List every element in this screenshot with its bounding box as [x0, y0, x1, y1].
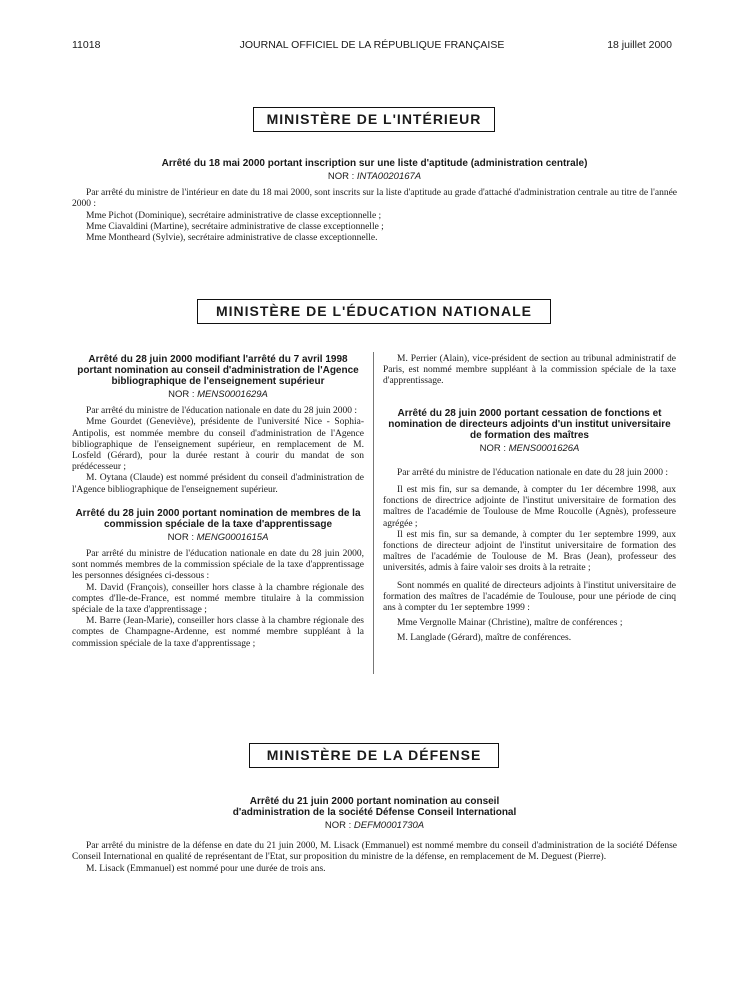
nor-label: NOR : — [479, 442, 506, 454]
ministry-heading-interieur: MINISTÈRE DE L'INTÉRIEUR — [253, 107, 495, 132]
arrete-interieur — [72, 158, 677, 244]
list-item: M. Langlade (Gérard), maître de conférences. — [397, 633, 572, 644]
nor-reference — [72, 532, 364, 543]
issue-date: 18 juillet 2000 — [607, 39, 672, 51]
nor-code: MENS0001629A — [197, 389, 268, 400]
paragraph: Sont nommés en qualité de directeurs adjoints à l'institut universitaire de formation des maîtres de l'académie de Toulouse, pour une période de cinq ans à compter du 1er septembre 1999 : — [383, 580, 676, 614]
nor-reference — [72, 389, 364, 400]
arrete-title: Arrêté du 28 juin 2000 portant nomination de membres de la commission spéciale de la taxe d'apprentissage — [75, 507, 361, 530]
nor-reference — [383, 443, 676, 454]
education-right-column — [383, 354, 676, 645]
paragraph: Par arrêté du ministre de l'éducation nationale en date du 28 juin 2000, sont nommés membres de la commission spéciale de la taxe d'apprentissage les personnes désignées ci-dessous : — [72, 549, 364, 582]
list-item: Mme Pichot (Dominique), secrétaire administrative de classe exceptionnelle ; — [86, 210, 382, 221]
column-divider — [373, 352, 374, 674]
paragraph: M. Oytana (Claude) est nommé président du conseil d'administration de l'Agence bibliographique de l'enseignement supérieur. — [72, 473, 364, 495]
nor-label: NOR : — [324, 820, 352, 831]
paragraph: Par arrêté du ministre de l'éducation nationale en date du 28 juin 2000 : — [86, 406, 358, 417]
arrete-title: Arrêté du 18 mai 2000 portant inscription sur une liste d'aptitude (administration centrale) — [161, 158, 588, 169]
paragraph: M. Lisack (Emmanuel) est nommé pour une durée de trois ans. — [86, 863, 326, 874]
nor-reference — [72, 171, 677, 182]
nor-code: MENS0001626A — [508, 442, 580, 454]
page-number: 11018 — [72, 39, 101, 51]
paragraph: Par arrêté du ministre de l'intérieur en date du 18 mai 2000, sont inscrits sur la liste d'aptitude au grade d'attaché d'administration centrale au titre de l'année 2000 : — [72, 188, 677, 210]
list-item: Mme Montheard (Sylvie), secrétaire administrative de classe exceptionnelle. — [86, 233, 378, 244]
list-item: Mme Ciavaldini (Martine), secrétaire administrative de classe exceptionnelle ; — [86, 221, 384, 232]
paragraph: Il est mis fin, sur sa demande, à compter du 1er décembre 1998, aux fonctions de directrice adjointe de l'institut universitaire de formation des maîtres de l'académie de Toulouse de Mme Roucolle (Agnès), professeure agrégée ; — [383, 485, 676, 529]
nor-label: NOR : — [327, 171, 355, 182]
arrete-title: Arrêté du 21 juin 2000 portant nomination au conseil d'administration de la société Défense Conseil International — [232, 796, 517, 818]
ministry-heading-education: MINISTÈRE DE L'ÉDUCATION NATIONALE — [197, 299, 551, 324]
paragraph: Il est mis fin, sur sa demande, à compter du 1er septembre 1999, aux fonctions de directeur adjoint de l'institut universitaire de formation des maîtres de l'académie de Toulouse de M. Bras (Jean), professeur des universités, admis à faire valoir ses droits à la retraite ; — [383, 529, 676, 574]
list-item: Mme Vergnolle Mainar (Christine), maître de conférences ; — [397, 618, 623, 629]
paragraph: M. Perrier (Alain), vice-président de section au tribunal administratif de Paris, est nommé membre suppléant à la commission spéciale de la taxe d'apprentissage. — [383, 354, 676, 387]
paragraph: Par arrêté du ministre de la défense en date du 21 juin 2000, M. Lisack (Emmanuel) est nommé membre du conseil d'administration de la société Défense Conseil International en qualité de représentant de l'Etat, sur proposition du ministre de la défense, en remplacement de M. Deguest (Pierre). — [72, 841, 677, 863]
nor-code: DEFM0001730A — [353, 820, 425, 831]
paragraph: M. Barre (Jean-Marie), conseiller hors classe à la chambre régionale des comptes de Champagne-Ardenne, est nommé membre suppléant à la commission spéciale de la taxe d'apprentissage ; — [72, 616, 364, 649]
nor-label: NOR : — [167, 531, 194, 543]
arrete-taxe-apprentissage — [72, 508, 364, 650]
ministry-heading-defense: MINISTÈRE DE LA DÉFENSE — [249, 743, 499, 768]
paragraph: Par arrêté du ministre de l'éducation nationale en date du 28 juin 2000 : — [397, 467, 669, 478]
nor-code: MENG0001615A — [196, 531, 269, 543]
nor-label: NOR : — [168, 389, 195, 400]
arrete-iufm-toulouse — [383, 408, 676, 645]
arrete-agence-bibliographique — [72, 354, 364, 496]
education-left-column — [72, 354, 364, 650]
paragraph: Mme Gourdet (Geneviève), présidente de l'université Nice - Sophia-Antipolis, est nommée membre du conseil d'administration de l'Agence bibliographique de l'enseignement supérieur, en remplacement de M. Losfeld (Gérard), pour la durée restant à courir du mandat de son prédécesseur ; — [72, 417, 364, 473]
nor-code: INTA0020167A — [356, 171, 422, 182]
arrete-title: Arrêté du 28 juin 2000 modifiant l'arrêté du 7 avril 1998 portant nomination au conseil d'administration de l'Agence bibliographique de l'enseignement supérieur — [77, 354, 359, 387]
arrete-title: Arrêté du 28 juin 2000 portant cessation de fonctions et nomination de directeurs adjoints d'un institut universitaire de formation des maîtres — [388, 407, 671, 441]
journal-title: JOURNAL OFFICIEL DE LA RÉPUBLIQUE FRANÇAISE — [239, 39, 505, 51]
nor-reference — [72, 820, 677, 831]
paragraph: M. David (François), conseiller hors classe à la chambre régionale des comptes d'Ile-de-France, est nommé membre titulaire à la commission spéciale de la taxe d'apprentissage ; — [72, 582, 364, 616]
page-header — [72, 39, 672, 55]
arrete-defense — [72, 796, 677, 875]
